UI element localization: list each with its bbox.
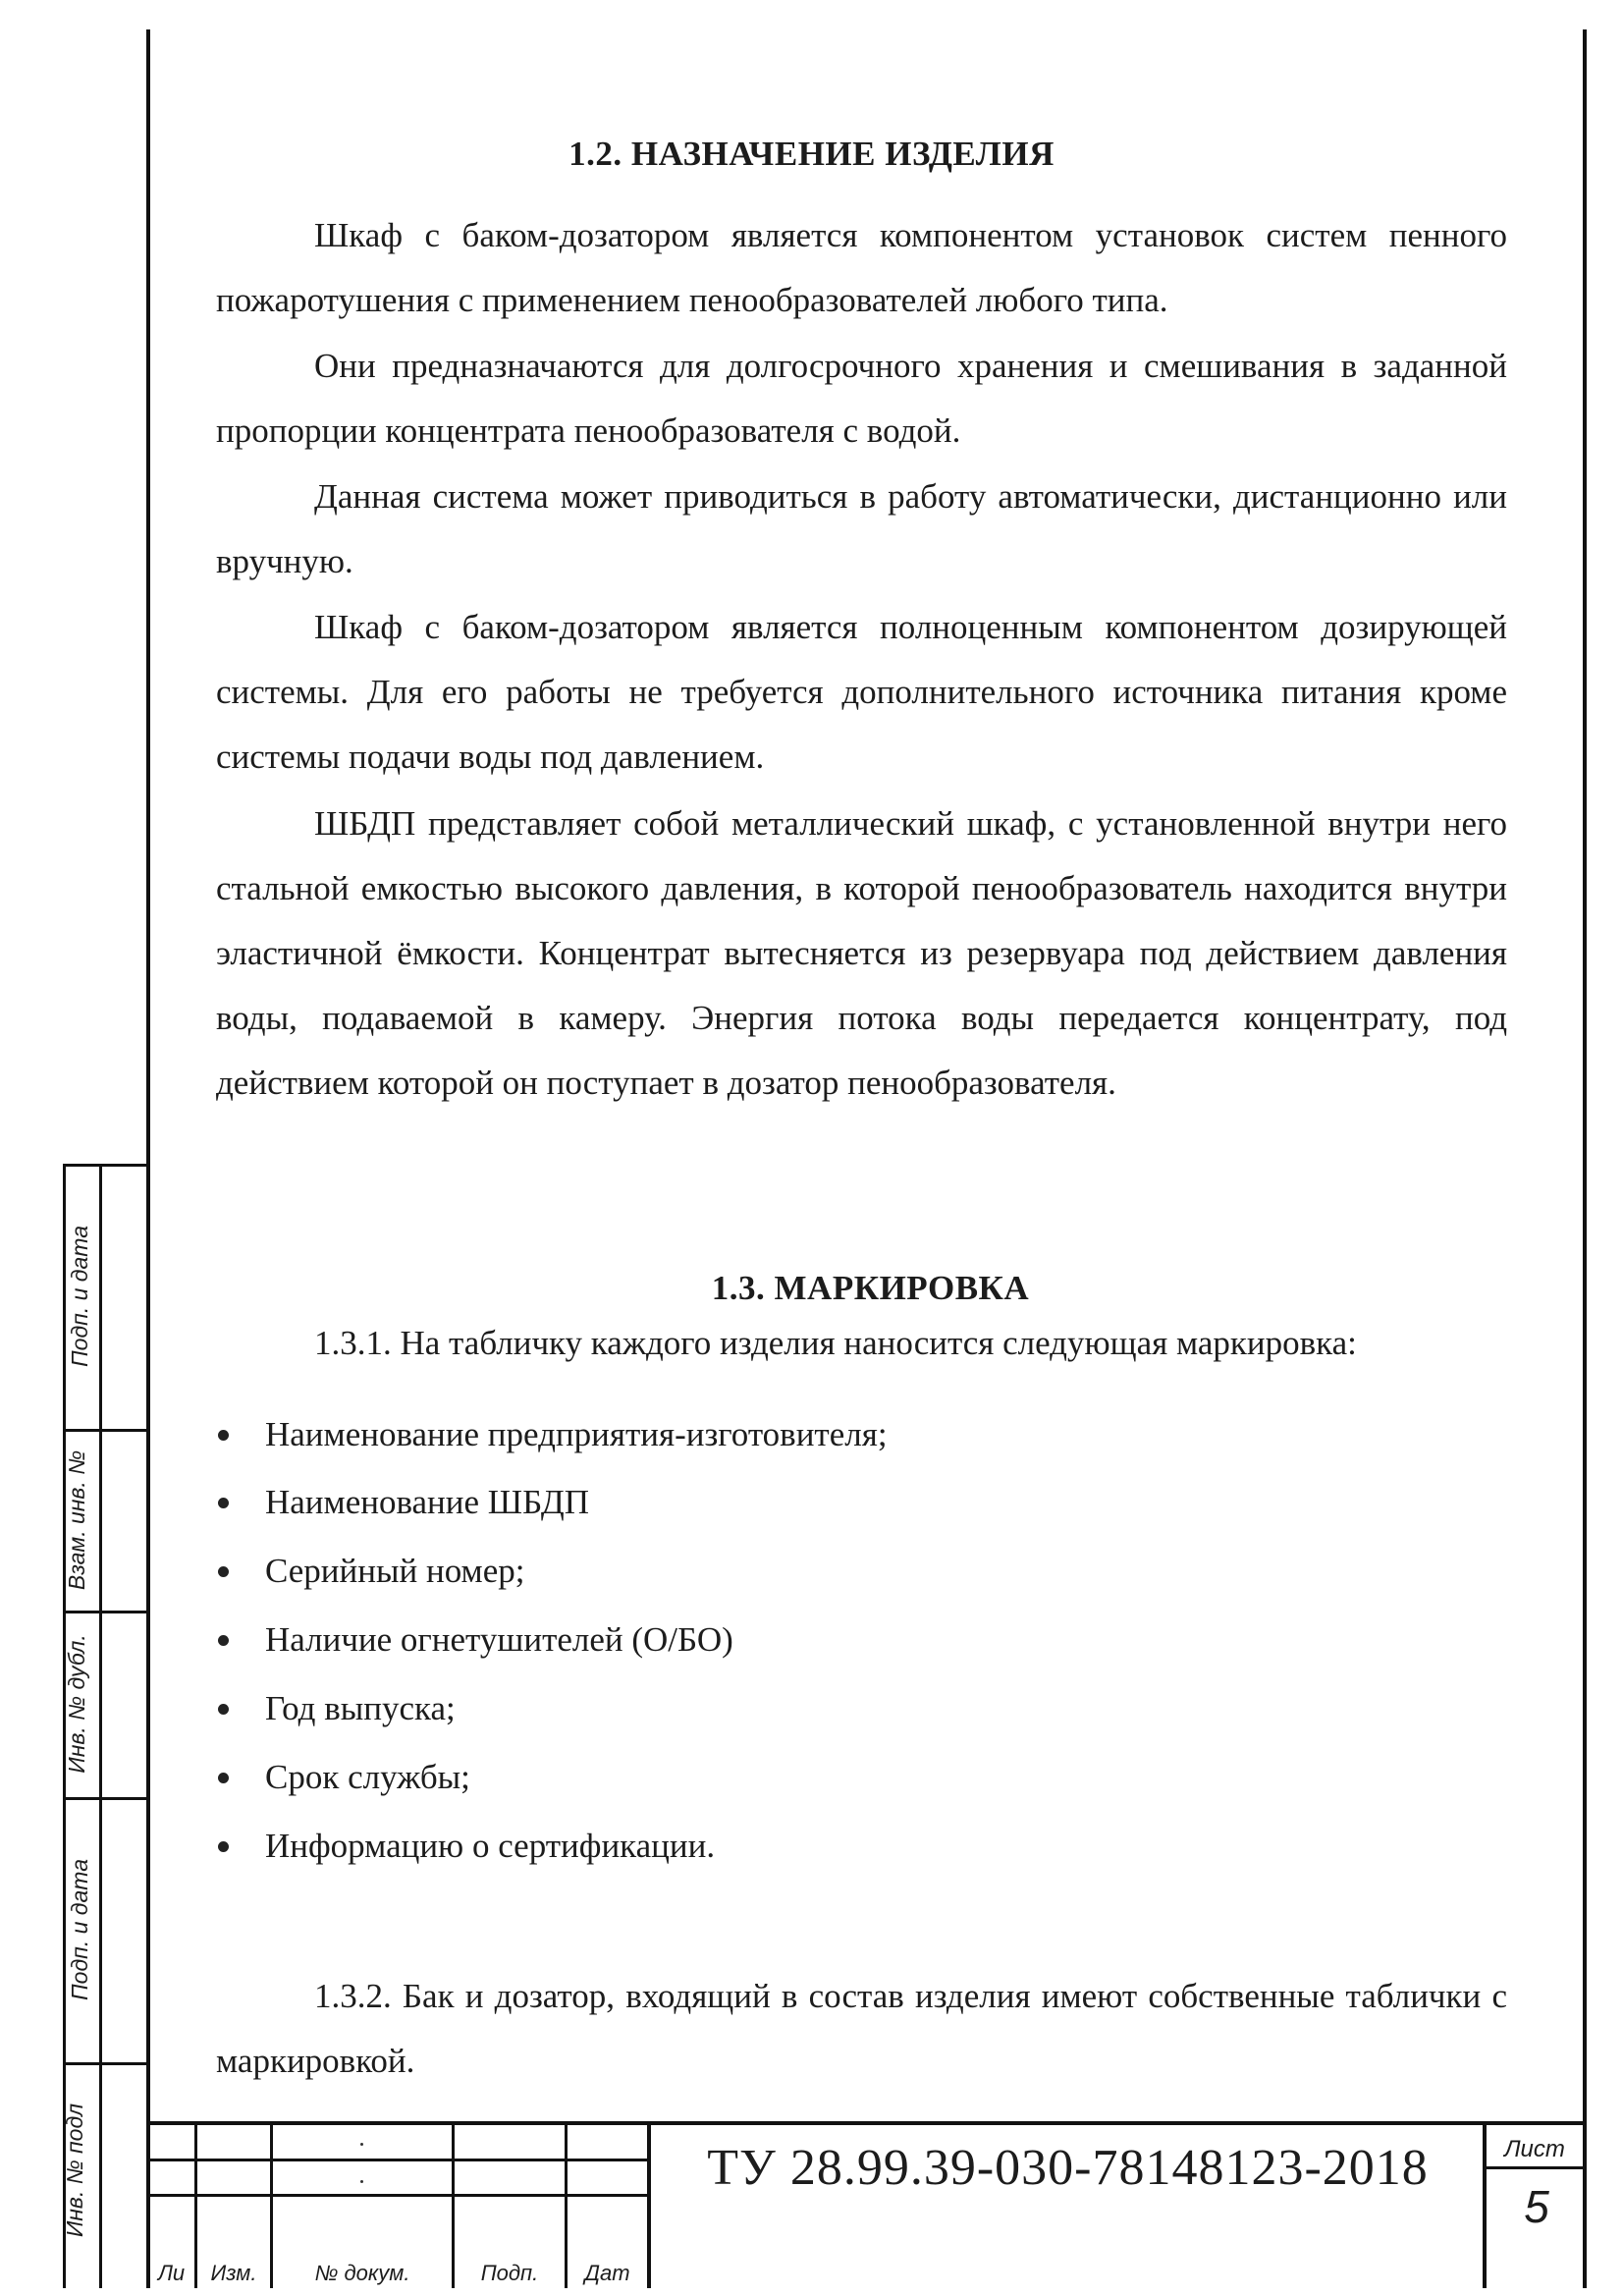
bullet-icon	[218, 1635, 229, 1646]
title-block-col-dokum: № докум.	[314, 2261, 410, 2285]
paragraph-2	[216, 334, 1507, 464]
bullet-icon	[218, 1704, 229, 1715]
side-label-podp-data-top: Подп. и дата	[67, 1226, 92, 1367]
side-label-vzam-inv: Взам. инв. №	[64, 1449, 89, 1591]
bullet-icon	[218, 1773, 229, 1783]
title-block-col-izm: Изм.	[210, 2261, 257, 2285]
title-block-mark	[360, 2143, 363, 2146]
bullet-icon	[218, 1841, 229, 1852]
title-block-col-dat: Дат	[584, 2261, 630, 2285]
list-item: Наличие огнетушителей (О/БО)	[265, 1620, 733, 1660]
side-label-inv-dubl: Инв. № дубл.	[64, 1634, 89, 1774]
paragraph-3	[216, 465, 1507, 594]
section-1-2-title: 1.2. НАЗНАЧЕНИЕ ИЗДЕЛИЯ	[568, 135, 1055, 173]
paragraph-3-text: Данная система может приводиться в работу автоматически, дистанционно или вручную.	[216, 477, 1507, 580]
section-1-3-intro	[314, 1311, 1542, 1376]
bullet-icon	[218, 1498, 229, 1508]
paragraph-2-text: Они предназначаются для долгосрочного хранения и смешивания в заданной пропорции концентрата пенообразователя с водой.	[216, 347, 1507, 450]
section-1-3-title: 1.3. МАРКИРОВКА	[711, 1269, 1030, 1307]
sheet-label: Лист	[1504, 2136, 1565, 2162]
frame-left-line	[146, 29, 150, 2288]
paragraph-5-text: ШБДП представляет собой металлический шкаф, с установленной внутри него стальной емкостью высокого давления, в которой пенообразователь находится внутри эластичной ёмкости. Концентрат вытесняется из резервуара под действием давления воды, подаваемой в камеру. Энергия потока воды передается концентрату, под действием которой он поступает в дозатор пенообразователя.	[216, 804, 1507, 1102]
paragraph-1-text: Шкаф с баком-дозатором является компонентом установок систем пенного пожаротушения с применением пенообразователей любого типа.	[216, 216, 1507, 319]
title-block-col-li: Ли	[157, 2261, 186, 2285]
paragraph-5	[216, 792, 1507, 1116]
list-item: Год выпуска;	[265, 1689, 456, 1728]
title-block-row-line-1	[146, 2159, 649, 2161]
side-strip-line-4	[63, 2062, 149, 2065]
side-label-podp-data-bottom: Подп. и дата	[67, 1859, 92, 2000]
list-item: Наименование ШБДП	[265, 1483, 589, 1522]
sheet-number: 5	[1524, 2181, 1549, 2232]
title-block-mark	[360, 2180, 363, 2183]
list-item: Информацию о сертификации.	[265, 1827, 715, 1866]
title-block-sheet-line	[1483, 2166, 1586, 2169]
section-1-3-closing-text: 1.3.2. Бак и дозатор, входящий в состав изделия имеют собственные таблички с маркировкой.	[216, 1977, 1507, 2080]
list-item: Наименование предприятия-изготовителя;	[265, 1415, 888, 1454]
list-item: Срок службы;	[265, 1758, 470, 1797]
paragraph-4	[216, 595, 1507, 790]
side-label-inv-podl: Инв. № подл	[62, 2103, 87, 2238]
document-code: ТУ 28.99.39-030-78148123-2018	[707, 2140, 1429, 2196]
paragraph-1	[216, 203, 1507, 333]
side-strip-line-2	[63, 1611, 149, 1613]
bullet-icon	[218, 1430, 229, 1441]
section-1-3-intro-text: 1.3.1. На табличку каждого изделия наносится следующая маркировка:	[314, 1324, 1357, 1362]
title-block-col-line-5	[647, 2121, 651, 2288]
bullet-icon	[218, 1566, 229, 1577]
side-strip-inner-line	[99, 1164, 102, 2288]
list-item: Серийный номер;	[265, 1552, 524, 1591]
section-1-3-closing	[216, 1964, 1507, 2094]
title-block-col-podp: Подп.	[480, 2261, 539, 2285]
frame-right-line	[1583, 29, 1587, 2288]
title-block-top-line	[146, 2121, 1586, 2125]
paragraph-4-text: Шкаф с баком-дозатором является полноценным компонентом дозирующей системы. Для его работы не требуется дополнительного источника питания кроме системы подачи воды под давлением.	[216, 608, 1507, 776]
title-block-row-line-2	[146, 2194, 649, 2197]
